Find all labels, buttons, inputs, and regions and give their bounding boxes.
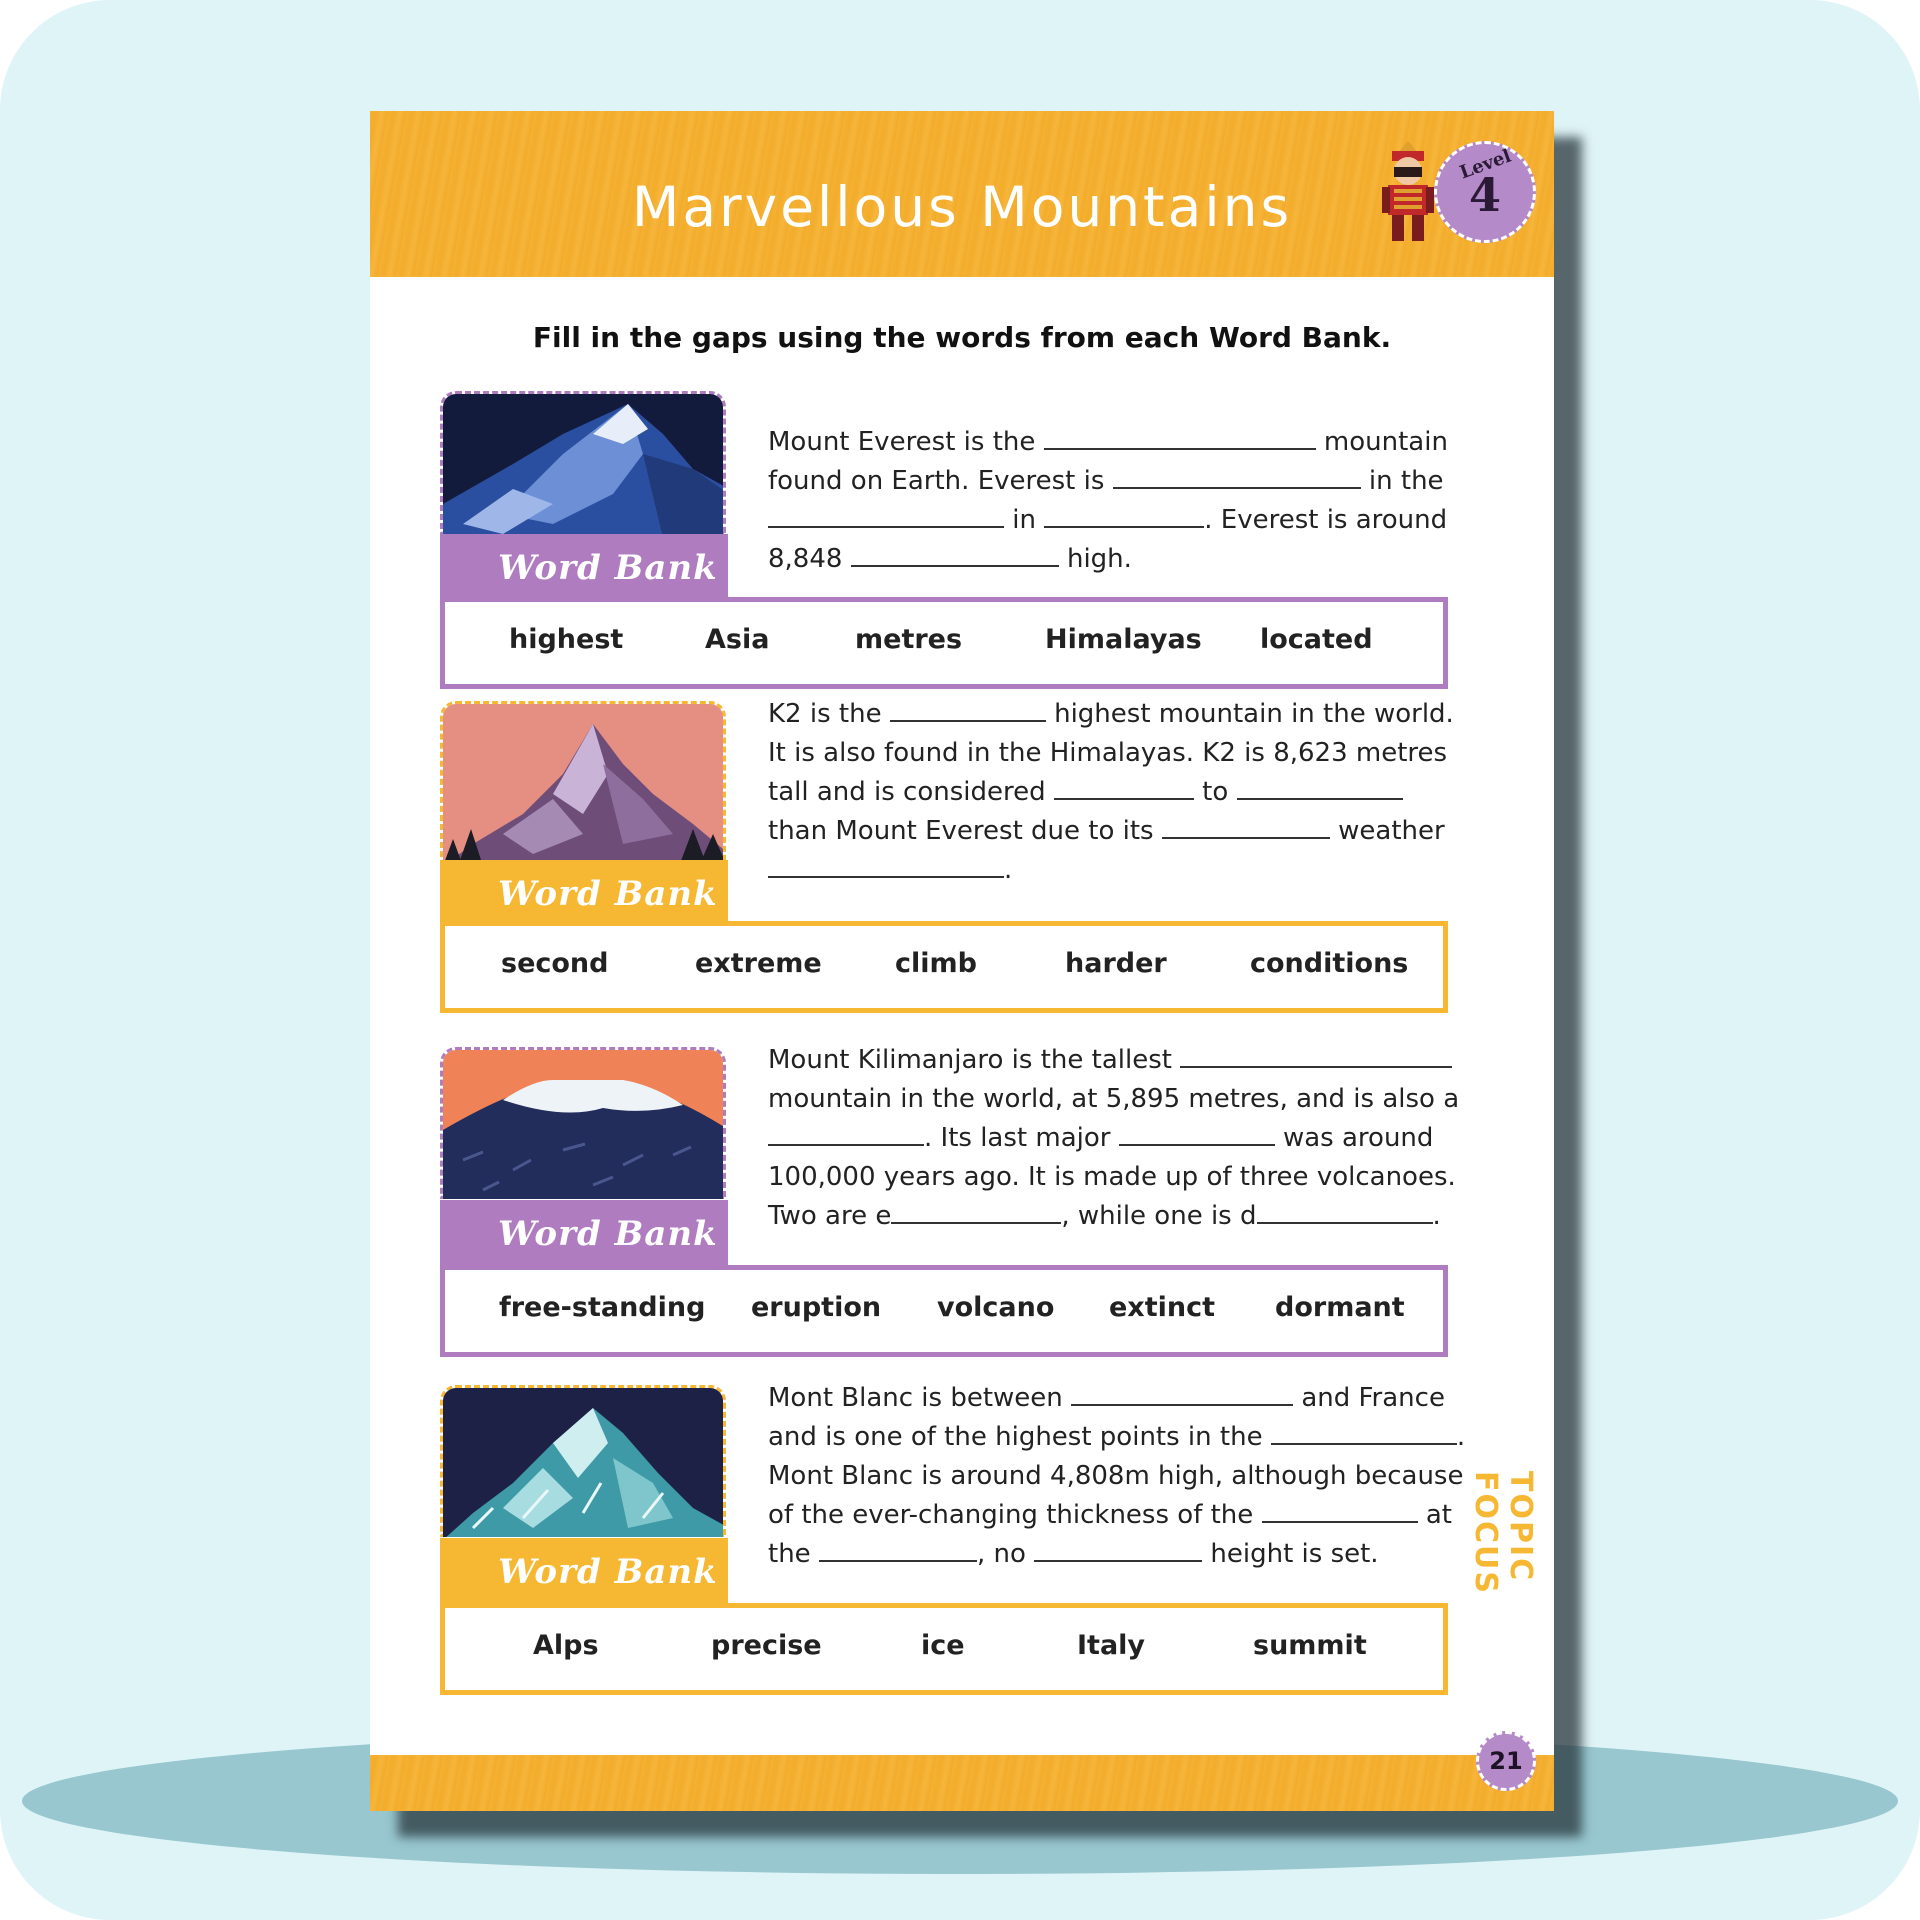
passage-text: 8,848 [768,544,843,574]
word-bank-word: Asia [705,624,770,655]
passage-text: Mont Blanc is between [768,1383,1063,1413]
word-bank-tab: Word Bank [440,1200,728,1268]
passage-text: and France [1301,1383,1445,1413]
word-bank-tab: Word Bank [440,534,728,602]
answer-blank[interactable] [1071,1382,1293,1406]
answer-blank[interactable] [890,698,1046,722]
answer-blank[interactable] [1044,426,1316,450]
passage-text: and is one of the highest points in the [768,1422,1263,1452]
passage-text: , while one is d [1061,1201,1257,1231]
passage-text: K2 is the [768,699,882,729]
instruction-text: Fill in the gaps using the words from each Word Bank. [532,321,1392,354]
samurai-figure-icon [1378,139,1438,245]
word-bank-box [440,1265,1448,1357]
passage-mont-blanc [768,1379,1466,1574]
passage-text: Two are e [768,1201,892,1231]
passage-text: Mount Everest is the [768,427,1036,457]
answer-blank[interactable] [1113,465,1361,489]
passage-text: of the ever-changing thickness of the [768,1500,1254,1530]
word-bank-word: ice [921,1630,965,1661]
word-bank-word: summit [1253,1630,1367,1661]
passage-text: It is also found in the Himalayas. K2 is 8,623 metres [768,738,1448,768]
word-bank-word: Italy [1077,1630,1146,1661]
passage-text: . Everest is around [1204,505,1448,535]
page-number: 21 [1476,1731,1536,1791]
passage-text: . [1432,1201,1441,1231]
word-bank-word: volcano [937,1292,1055,1323]
answer-blank[interactable] [1237,776,1403,800]
answer-blank[interactable] [1034,1538,1202,1562]
answer-blank[interactable] [1119,1122,1275,1146]
answer-blank[interactable] [768,1122,924,1146]
word-bank-word: climb [895,948,977,979]
word-bank-box [440,1603,1448,1695]
passage-text: . [1004,855,1013,885]
answer-blank[interactable] [1271,1421,1457,1445]
mount-everest-illustration [440,391,726,535]
passage-text: to [1202,777,1229,807]
topic-focus-label: TOPIC FOCUS [1468,1471,1538,1595]
passage-text: than Mount Everest due to its [768,816,1154,846]
word-bank-word: Alps [533,1630,599,1661]
answer-blank[interactable] [768,504,1004,528]
passage-text: . Its last major [924,1123,1111,1153]
passage-text: highest mountain in the world. [1054,699,1454,729]
page-title: Marvellous Mountains [631,175,1293,239]
header-banner [370,111,1554,277]
passage-text: . [1456,1422,1466,1452]
passage-k2 [768,695,1458,890]
answer-blank[interactable] [1054,776,1194,800]
word-bank-word: extreme [695,948,822,979]
passage-text: Mont Blanc is around 4,808m high, although because [768,1461,1464,1491]
word-bank-word: free-standing [499,1292,706,1323]
word-bank-word: extinct [1109,1292,1216,1323]
k2-illustration [440,701,726,863]
passage-kilimanjaro [768,1041,1458,1236]
passage-text: 100,000 years ago. It is made up of three volcanoes. [768,1162,1456,1192]
word-bank-word: precise [711,1630,822,1661]
passage-text: in the [1368,466,1444,496]
word-bank-tab: Word Bank [440,1538,728,1606]
footer-banner [370,1755,1554,1811]
word-bank-box [440,921,1448,1013]
answer-blank[interactable] [1162,815,1330,839]
passage-text: mountain [1323,427,1448,457]
mount-kilimanjaro-illustration [440,1047,726,1199]
answer-blank[interactable] [851,543,1059,567]
word-bank-word: located [1260,624,1373,655]
word-bank-word: second [501,948,609,979]
passage-text: weather [1338,816,1445,846]
answer-blank[interactable] [819,1538,977,1562]
word-bank-word: conditions [1250,948,1409,979]
answer-blank[interactable] [1262,1499,1418,1523]
worksheet-page [370,111,1554,1811]
word-bank-tab: Word Bank [440,860,728,928]
passage-text: height is set. [1210,1539,1379,1569]
passage-text: in [1012,505,1036,535]
passage-text: high. [1066,544,1132,574]
passage-text: tall and is considered [768,777,1046,807]
answer-blank[interactable] [1257,1200,1433,1224]
word-bank-word: highest [509,624,624,655]
answer-blank[interactable] [891,1200,1061,1224]
word-bank-word: harder [1065,948,1167,979]
mont-blanc-illustration [440,1385,726,1537]
passage-text: Mount Kilimanjaro is the tallest [768,1045,1172,1075]
word-bank-word: Himalayas [1045,624,1202,655]
answer-blank[interactable] [1180,1044,1452,1068]
level-label: Level [1457,145,1514,184]
passage-text: , no [976,1539,1026,1569]
passage-everest [768,423,1458,579]
word-bank-word: metres [855,624,963,655]
level-number: 4 [1468,168,1501,222]
answer-blank[interactable] [1044,504,1204,528]
word-bank-box [440,597,1448,689]
answer-blank[interactable] [768,854,1004,878]
word-bank-word: eruption [751,1292,882,1323]
passage-text: was around [1282,1123,1434,1153]
word-bank-word: dormant [1275,1292,1405,1323]
passage-text: at [1425,1500,1452,1530]
level-badge [1434,141,1536,243]
passage-text: the [768,1539,811,1569]
passage-text: mountain in the world, at 5,895 metres, and is also a [768,1084,1460,1114]
passage-text: found on Earth. Everest is [768,466,1105,496]
